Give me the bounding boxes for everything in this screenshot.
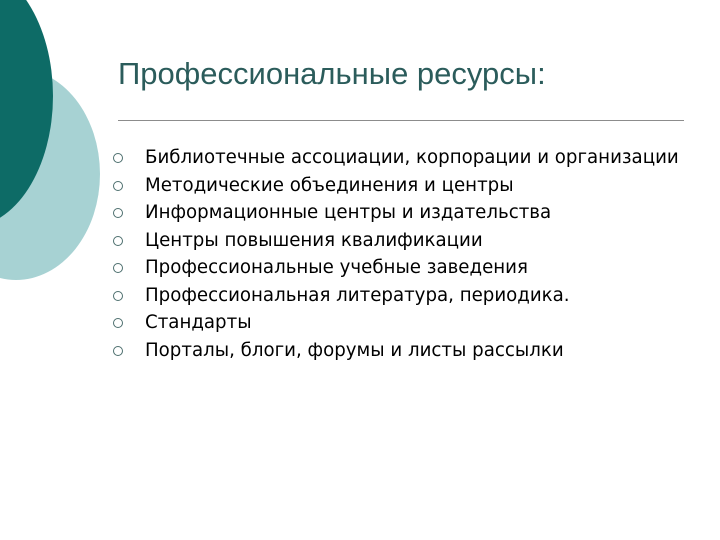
- list-item-text: Методические объединения и центры: [145, 174, 514, 196]
- hollow-circle-icon: [113, 236, 123, 246]
- list-item: [113, 284, 703, 308]
- list-item: [113, 201, 703, 225]
- list-item-text: Порталы, блоги, форумы и листы рассылки: [145, 339, 564, 361]
- hollow-circle-icon: [113, 346, 123, 356]
- list-item-text: Информационные центры и издательства: [145, 202, 552, 223]
- list-item-text: Профессиональные учебные заведения: [145, 257, 528, 278]
- list-item: [113, 174, 703, 198]
- list-item-text: Профессиональная литература, периодика.: [145, 284, 570, 306]
- hollow-circle-icon: [113, 181, 123, 191]
- hollow-circle-icon: [113, 208, 123, 218]
- list-item: [113, 229, 703, 253]
- bullet-list: [113, 146, 703, 366]
- slide-title: Профессиональные ресурсы:: [118, 56, 546, 91]
- hollow-circle-icon: [113, 263, 123, 273]
- list-item: [113, 146, 703, 170]
- list-item: [113, 339, 703, 363]
- list-item: [113, 256, 703, 280]
- hollow-circle-icon: [113, 318, 123, 328]
- list-item-text: Библиотечные ассоциации, корпорации и организации: [145, 147, 679, 168]
- hollow-circle-icon: [113, 291, 123, 301]
- title-divider: [118, 120, 684, 121]
- list-item: [113, 311, 703, 335]
- hollow-circle-icon: [113, 153, 123, 163]
- list-item-text: Центры повышения квалификации: [145, 229, 483, 251]
- list-item-text: Стандарты: [145, 312, 252, 333]
